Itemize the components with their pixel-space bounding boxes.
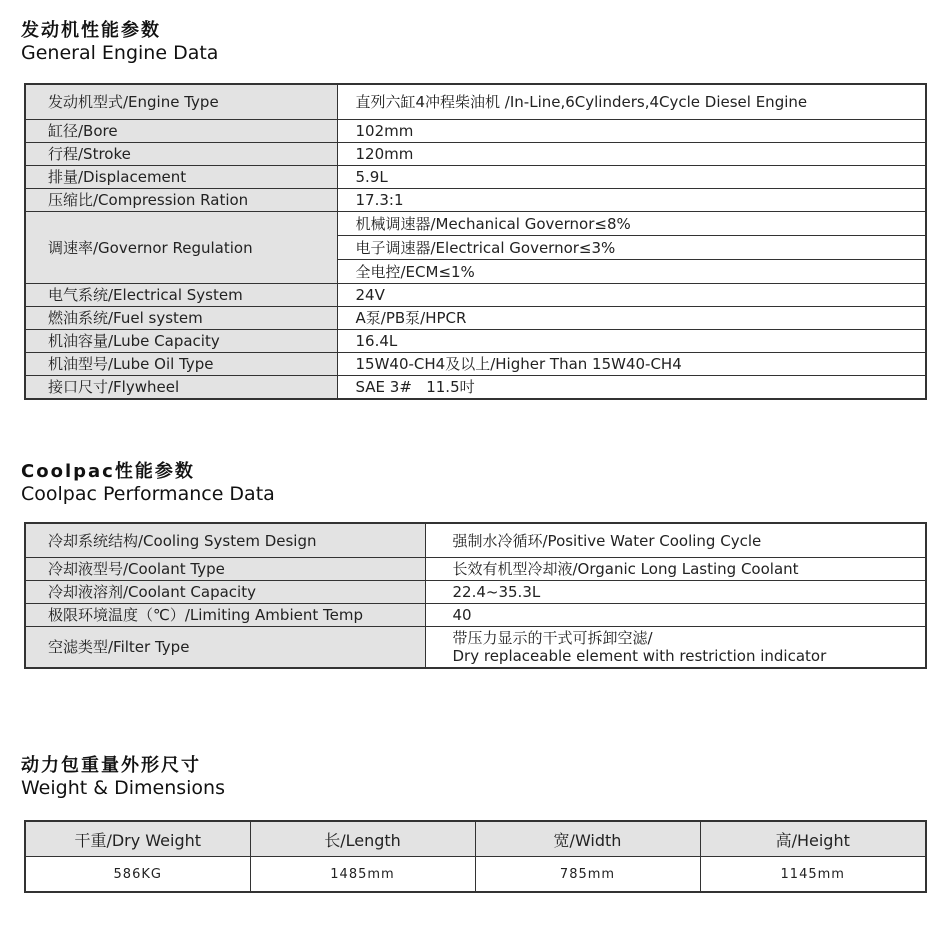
coolpac-title-cn: Coolpac性能参数 [21,461,195,482]
engine-type-value: 直列六缸4冲程柴油机 /In-Line,6Cylinders,4Cycle Diesel Engine [337,84,926,120]
table-row [25,604,926,627]
compression-value: 17.3:1 [337,189,926,212]
cooling-design-label: 冷却系统结构/Cooling System Design [25,523,425,558]
width-header: 宽/Width [475,821,700,857]
coolpac-data-table [24,522,927,669]
ambient-temp-label: 极限环境温度（℃）/Limiting Ambient Temp [25,604,425,627]
ambient-temp-value: 40 [425,604,926,627]
fuel-system-label: 燃油系统/Fuel system [25,307,337,330]
electrical-system-label: 电气系统/Electrical System [25,284,337,307]
table-row [25,581,926,604]
flywheel-value: SAE 3# 11.5吋 [337,376,926,400]
coolpac-section-title [21,461,275,505]
engine-type-label: 发动机型式/Engine Type [25,84,337,120]
lube-capacity-value: 16.4L [337,330,926,353]
table-row [25,166,926,189]
table-row [25,857,926,893]
table-row [25,307,926,330]
cooling-design-value: 强制水冷循环/Positive Water Cooling Cycle [425,523,926,558]
fuel-system-value: A泵/PB泵/HPCR [337,307,926,330]
coolpac-title-en: Coolpac Performance Data [21,483,275,505]
governor-mechanical-value: 机械调速器/Mechanical Governor≤8% [337,212,926,236]
coolant-type-label: 冷却液型号/Coolant Type [25,558,425,581]
bore-label: 缸径/Bore [25,120,337,143]
table-header-row [25,821,926,857]
weight-title-en: Weight & Dimensions [21,777,225,799]
engine-title-cn: 发动机性能参数 [21,20,161,41]
weight-title-cn: 动力包重量外形尺寸 [21,755,201,776]
table-row [25,523,926,558]
height-value: 1145mm [700,857,926,893]
coolant-type-value: 长效有机型冷却液/Organic Long Lasting Coolant [425,558,926,581]
coolant-capacity-value: 22.4~35.3L [425,581,926,604]
length-value: 1485mm [250,857,475,893]
engine-title-en: General Engine Data [21,42,219,64]
bore-value: 102mm [337,120,926,143]
displacement-label: 排量/Displacement [25,166,337,189]
lube-oil-type-label: 机油型号/Lube Oil Type [25,353,337,376]
table-row [25,212,926,236]
table-row [25,353,926,376]
table-row [25,120,926,143]
filter-type-value-en: Dry replaceable element with restriction indicator [452,647,827,665]
table-row [25,330,926,353]
table-row [25,284,926,307]
coolant-capacity-label: 冷却液溶剂/Coolant Capacity [25,581,425,604]
height-header: 高/Height [700,821,926,857]
width-value: 785mm [475,857,700,893]
filter-type-value [425,627,926,669]
table-row [25,189,926,212]
dry-weight-value: 586KG [25,857,250,893]
electrical-system-value: 24V [337,284,926,307]
weight-dimensions-table [24,820,927,893]
table-row [25,558,926,581]
table-row [25,84,926,120]
flywheel-label: 接口尺寸/Flywheel [25,376,337,400]
table-row [25,376,926,400]
dry-weight-header: 干重/Dry Weight [25,821,250,857]
displacement-value: 5.9L [337,166,926,189]
filter-type-label: 空滤类型/Filter Type [25,627,425,669]
engine-section-title [21,20,218,64]
governor-label: 调速率/Governor Regulation [25,212,337,284]
lube-capacity-label: 机油容量/Lube Capacity [25,330,337,353]
table-row [25,143,926,166]
filter-type-value-cn: 带压力显示的干式可拆卸空滤/ [452,629,653,647]
weight-section-title [21,755,225,799]
governor-ecm-value: 全电控/ECM≤1% [337,260,926,284]
lube-oil-type-value: 15W40-CH4及以上/Higher Than 15W40-CH4 [337,353,926,376]
stroke-value: 120mm [337,143,926,166]
length-header: 长/Length [250,821,475,857]
table-row [25,627,926,669]
compression-label: 压缩比/Compression Ration [25,189,337,212]
governor-electrical-value: 电子调速器/Electrical Governor≤3% [337,236,926,260]
stroke-label: 行程/Stroke [25,143,337,166]
engine-data-table [24,83,927,400]
